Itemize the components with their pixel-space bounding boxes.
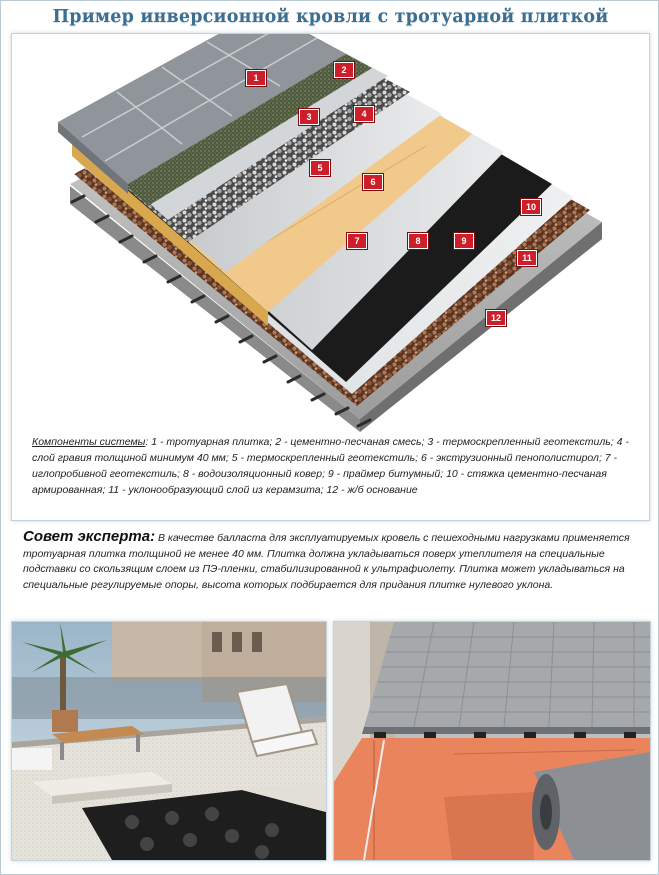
advice-text: В качестве балласта для эксплуатируемых кровель с пешеходными нагрузками применяется тротуарная плитка толщиной не менее 40 мм. Плитка должна укладываться поверх утеплителя на специальные подставки со скользящим слоем из ПЭ-пленки, стабилизированной к ультрафиолету. Плитка может укладываться на специальные регулируемые опоры, высота которых подбирается для придания плитке нулевого уклона.: [23, 532, 630, 591]
callout-2: 2: [334, 62, 354, 78]
callout-10: 10: [521, 199, 541, 215]
callout-5: 5: [310, 160, 330, 176]
photo-terrace-pedestals: [11, 621, 327, 861]
callout-7: 7: [347, 233, 367, 249]
page-title: Пример инверсионной кровли с тротуарной плиткой: [52, 7, 609, 27]
callout-11: 11: [517, 250, 537, 266]
photo-tiles-insulation: [333, 621, 651, 861]
roof-layer-diagram: [11, 33, 650, 521]
callout-3: 3: [299, 109, 319, 125]
legend: [32, 434, 638, 498]
callout-9: 9: [454, 233, 474, 249]
legend-lead: Компоненты системы: [32, 436, 146, 448]
terrace-illustration: [12, 622, 326, 860]
callout-4: 4: [354, 106, 374, 122]
legend-body: : 1 - тротуарная плитка; 2 - цементно-песчаная смесь; 3 - термоскрепленный геотекстиль; 4 - слой гравия толщиной минимум 40 мм; 5 - термоскрепленный геотекстиль; 6 - экструзионный пенополистирол; 7 - иглопробивной геотекстиль; 8 - водоизоляционный ковер; 9 - праймер битумный; 10 - стяжка цементно-песчаная армированная; 11 - уклонообразующий слой из керамзита; 12 - ж/б основание: [32, 436, 629, 496]
callout-1: 1: [246, 70, 266, 86]
callout-6: 6: [363, 174, 383, 190]
callout-12: 12: [486, 310, 506, 326]
insulation-illustration: [334, 622, 650, 860]
callout-8: 8: [408, 233, 428, 249]
expert-advice: [23, 529, 643, 593]
advice-heading: Совет эксперта:: [23, 528, 156, 545]
